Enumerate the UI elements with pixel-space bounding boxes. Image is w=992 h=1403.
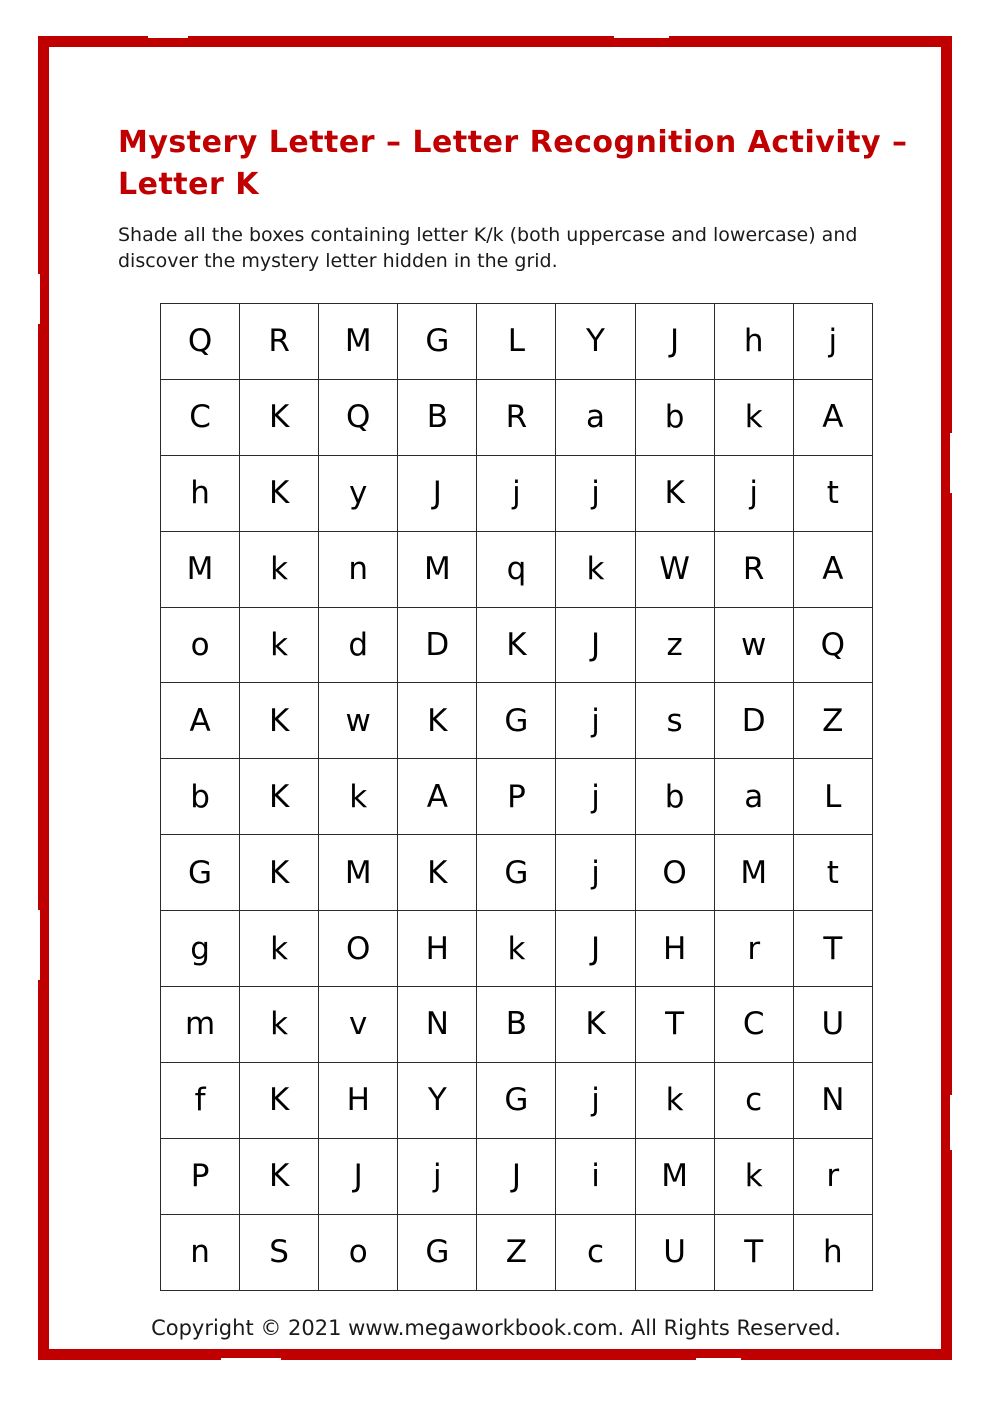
letter-cell[interactable]: n xyxy=(319,531,398,607)
letter-cell[interactable]: Z xyxy=(477,1214,556,1290)
letter-cell[interactable]: h xyxy=(161,455,240,531)
letter-cell[interactable]: a xyxy=(714,759,793,835)
letter-cell[interactable]: G xyxy=(477,683,556,759)
letter-cell[interactable]: J xyxy=(556,607,635,683)
letter-cell[interactable]: K xyxy=(398,683,477,759)
letter-cell[interactable]: G xyxy=(398,304,477,380)
letter-cell[interactable]: M xyxy=(714,835,793,911)
letter-cell[interactable]: k xyxy=(319,759,398,835)
letter-cell[interactable]: G xyxy=(477,1062,556,1138)
letter-grid-row xyxy=(161,1138,873,1214)
letter-grid-row xyxy=(161,607,873,683)
letter-cell[interactable]: M xyxy=(319,304,398,380)
letter-cell[interactable]: C xyxy=(161,379,240,455)
letter-grid-row xyxy=(161,835,873,911)
letter-cell[interactable]: U xyxy=(793,987,872,1063)
letter-cell[interactable]: T xyxy=(635,987,714,1063)
letter-cell[interactable]: G xyxy=(398,1214,477,1290)
letter-cell[interactable]: t xyxy=(793,455,872,531)
letter-cell[interactable]: H xyxy=(635,911,714,987)
letter-cell[interactable]: b xyxy=(635,759,714,835)
letter-cell[interactable]: R xyxy=(240,304,319,380)
letter-cell[interactable]: Y xyxy=(398,1062,477,1138)
letter-cell[interactable]: B xyxy=(477,987,556,1063)
letter-grid-row xyxy=(161,911,873,987)
letter-cell[interactable]: M xyxy=(398,531,477,607)
letter-cell[interactable]: k xyxy=(714,1138,793,1214)
letter-cell[interactable]: Q xyxy=(319,379,398,455)
letter-cell[interactable]: J xyxy=(556,911,635,987)
letter-cell[interactable]: j xyxy=(556,683,635,759)
letter-cell[interactable]: k xyxy=(714,379,793,455)
letter-cell[interactable]: o xyxy=(161,607,240,683)
letter-cell[interactable]: j xyxy=(556,759,635,835)
letter-cell[interactable]: s xyxy=(635,683,714,759)
letter-cell[interactable]: O xyxy=(635,835,714,911)
letter-cell[interactable]: t xyxy=(793,835,872,911)
letter-cell[interactable]: j xyxy=(793,304,872,380)
letter-cell[interactable]: H xyxy=(398,911,477,987)
letter-cell[interactable]: w xyxy=(714,607,793,683)
letter-cell[interactable]: J xyxy=(477,1138,556,1214)
letter-grid-row xyxy=(161,455,873,531)
letter-cell[interactable]: L xyxy=(477,304,556,380)
letter-cell[interactable]: v xyxy=(319,987,398,1063)
letter-cell[interactable]: G xyxy=(477,835,556,911)
letter-cell[interactable]: H xyxy=(319,1062,398,1138)
letter-cell[interactable]: D xyxy=(714,683,793,759)
letter-cell[interactable]: z xyxy=(635,607,714,683)
letter-cell[interactable]: b xyxy=(635,379,714,455)
letter-cell[interactable]: k xyxy=(240,911,319,987)
letter-cell[interactable]: j xyxy=(398,1138,477,1214)
letter-cell[interactable]: h xyxy=(793,1214,872,1290)
letter-cell[interactable]: K xyxy=(240,835,319,911)
letter-cell[interactable]: W xyxy=(635,531,714,607)
letter-cell[interactable]: Z xyxy=(793,683,872,759)
letter-cell[interactable]: N xyxy=(398,987,477,1063)
letter-cell[interactable]: k xyxy=(240,987,319,1063)
letter-cell[interactable]: K xyxy=(398,835,477,911)
letter-cell[interactable]: B xyxy=(398,379,477,455)
letter-cell[interactable]: R xyxy=(477,379,556,455)
border-left-edge xyxy=(38,36,49,1360)
letter-cell[interactable]: k xyxy=(635,1062,714,1138)
letter-cell[interactable]: K xyxy=(240,683,319,759)
instructions-text: Shade all the boxes containing letter K/k (both uppercase and lowercase) and discover the mystery letter hidden in the grid. xyxy=(118,224,858,272)
letter-cell[interactable]: g xyxy=(161,911,240,987)
letter-cell[interactable]: A xyxy=(161,683,240,759)
letter-cell[interactable]: T xyxy=(714,1214,793,1290)
letter-cell[interactable]: Q xyxy=(793,607,872,683)
letter-cell[interactable]: K xyxy=(556,987,635,1063)
letter-cell[interactable]: U xyxy=(635,1214,714,1290)
letter-cell[interactable]: K xyxy=(240,1062,319,1138)
letter-cell[interactable]: K xyxy=(635,455,714,531)
letter-cell[interactable]: S xyxy=(240,1214,319,1290)
letter-cell[interactable]: M xyxy=(319,835,398,911)
letter-cell[interactable]: C xyxy=(714,987,793,1063)
letter-cell[interactable]: J xyxy=(635,304,714,380)
letter-cell[interactable]: J xyxy=(319,1138,398,1214)
letter-cell[interactable]: k xyxy=(240,531,319,607)
border-right-edge xyxy=(941,36,952,1360)
letter-cell[interactable]: Y xyxy=(556,304,635,380)
letter-grid-row xyxy=(161,531,873,607)
letter-cell[interactable]: T xyxy=(793,911,872,987)
letter-cell[interactable]: K xyxy=(240,759,319,835)
letter-grid-row xyxy=(161,683,873,759)
letter-cell[interactable]: P xyxy=(477,759,556,835)
letter-grid-row xyxy=(161,379,873,455)
letter-cell[interactable]: Q xyxy=(161,304,240,380)
letter-grid xyxy=(160,303,873,1291)
letter-cell[interactable]: M xyxy=(635,1138,714,1214)
letter-cell[interactable]: A xyxy=(793,379,872,455)
border-bottom-edge xyxy=(38,1349,952,1360)
page-title: Mystery Letter – Letter Recognition Activity – Letter K xyxy=(118,125,908,202)
letter-cell[interactable]: K xyxy=(477,607,556,683)
letter-cell[interactable]: j xyxy=(556,835,635,911)
letter-cell[interactable]: j xyxy=(477,455,556,531)
letter-cell[interactable]: r xyxy=(793,1138,872,1214)
letter-cell[interactable]: q xyxy=(477,531,556,607)
letter-cell[interactable]: K xyxy=(240,455,319,531)
copyright-footer: Copyright © 2021 www.megaworkbook.com. All Rights Reserved. xyxy=(151,1316,841,1340)
letter-cell[interactable]: j xyxy=(556,455,635,531)
letter-cell[interactable]: O xyxy=(319,911,398,987)
letter-cell[interactable]: P xyxy=(161,1138,240,1214)
letter-cell[interactable]: d xyxy=(319,607,398,683)
letter-cell[interactable]: a xyxy=(556,379,635,455)
letter-grid-row xyxy=(161,1062,873,1138)
border-top-edge xyxy=(38,36,952,47)
letter-cell[interactable]: k xyxy=(240,607,319,683)
letter-grid-row xyxy=(161,1214,873,1290)
letter-grid-row xyxy=(161,304,873,380)
letter-cell[interactable]: M xyxy=(161,531,240,607)
letter-grid-row xyxy=(161,759,873,835)
letter-cell[interactable]: i xyxy=(556,1138,635,1214)
letter-cell[interactable]: k xyxy=(477,911,556,987)
letter-cell[interactable]: L xyxy=(793,759,872,835)
letter-cell[interactable]: G xyxy=(161,835,240,911)
letter-cell[interactable]: j xyxy=(714,455,793,531)
letter-cell[interactable]: j xyxy=(556,1062,635,1138)
letter-grid-row xyxy=(161,987,873,1063)
letter-cell[interactable]: c xyxy=(556,1214,635,1290)
letter-cell[interactable]: h xyxy=(714,304,793,380)
letter-cell[interactable]: y xyxy=(319,455,398,531)
letter-cell[interactable]: J xyxy=(398,455,477,531)
letter-cell[interactable]: D xyxy=(398,607,477,683)
letter-cell[interactable]: o xyxy=(319,1214,398,1290)
letter-cell[interactable]: m xyxy=(161,987,240,1063)
letter-cell[interactable]: r xyxy=(714,911,793,987)
letter-cell[interactable]: b xyxy=(161,759,240,835)
letter-cell[interactable]: f xyxy=(161,1062,240,1138)
letter-cell[interactable]: N xyxy=(793,1062,872,1138)
letter-cell[interactable]: R xyxy=(714,531,793,607)
letter-cell[interactable]: K xyxy=(240,1138,319,1214)
letter-cell[interactable]: n xyxy=(161,1214,240,1290)
letter-cell[interactable]: K xyxy=(240,379,319,455)
letter-grid-body xyxy=(161,304,873,1291)
letter-cell[interactable]: k xyxy=(556,531,635,607)
letter-cell[interactable]: A xyxy=(793,531,872,607)
letter-cell[interactable]: w xyxy=(319,683,398,759)
letter-cell[interactable]: c xyxy=(714,1062,793,1138)
letter-cell[interactable]: A xyxy=(398,759,477,835)
